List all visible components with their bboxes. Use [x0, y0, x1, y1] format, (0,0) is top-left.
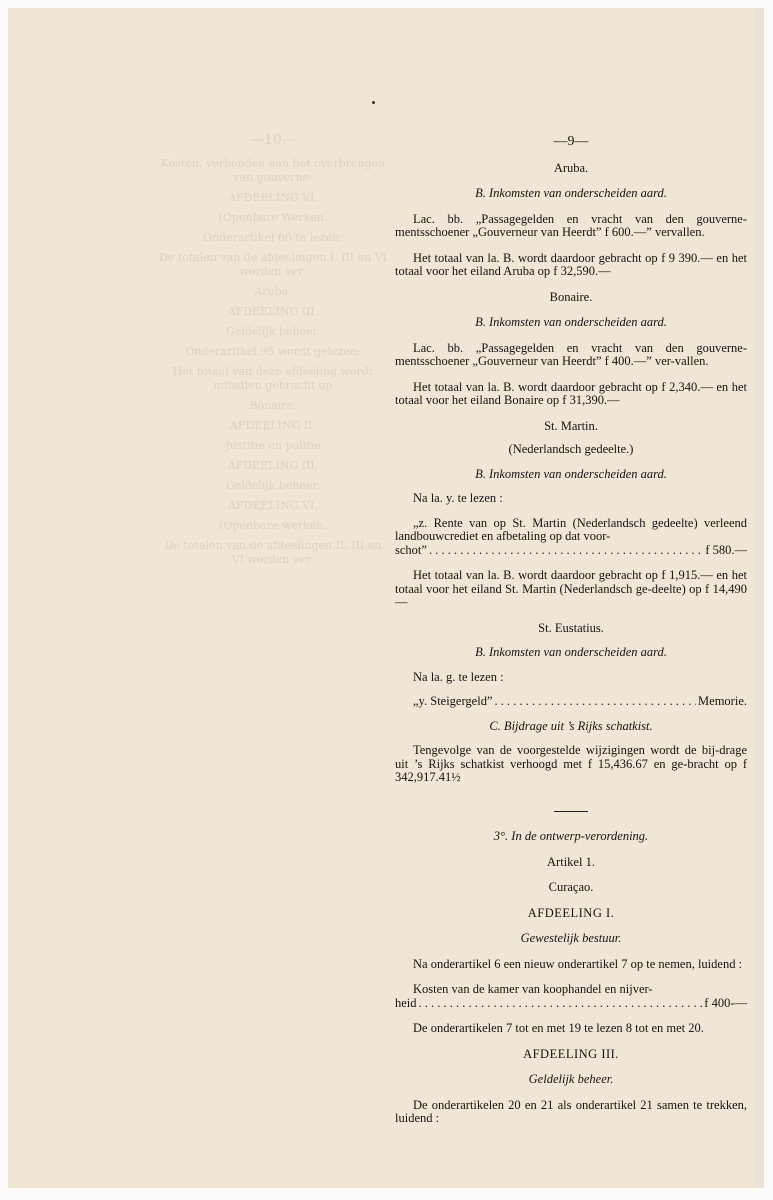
ghost-line: Onderartikel 60 te lezen:	[203, 231, 343, 244]
ghost-line: (Openbare werken.	[219, 519, 327, 532]
leader-dots	[419, 997, 703, 1011]
ghost-line: Geldelijk beheer.	[225, 479, 321, 492]
leader-dots	[495, 695, 697, 709]
document-page	[8, 8, 764, 1188]
ghost-line: De totalen van de afdeelingen II, III en VI worden ver-	[164, 539, 382, 566]
ghost-line: AFDEELING VI.	[228, 499, 318, 512]
ordinance-paragraph-2: De onderartikelen 7 tot en met 19 te lezen 8 tot en met 20.	[413, 1021, 704, 1035]
st-eustatius-read-line: Na la. g. te lezen :	[413, 669, 504, 684]
st-eustatius-item-leader	[395, 695, 747, 709]
bonaire-paragraph-1: Lac. bb. „Passagegelden en vracht van den gouverne-mentsschoener „Gouverneur van Heerdt” f 400.—” ver-vallen.	[395, 340, 747, 368]
ghost-line: AFDEELING VI.	[228, 191, 318, 204]
ordinance-heading: 3°. In de ontwerp-verordening.	[493, 829, 649, 843]
leader-dots	[429, 544, 703, 558]
ghost-line: Geldelijk beheer.	[225, 325, 321, 338]
ghost-line: Onderartikel 95 wordt gelezen:	[185, 345, 361, 358]
st-martin-section: B. Inkomsten van onderscheiden aard.	[475, 466, 667, 481]
aruba-paragraph-2: Het totaal van la. B. wordt daardoor gebracht op f 9 390.— en het totaal voor het eiland Aruba op f 32,590.—	[395, 250, 747, 278]
ghost-line: Kosten, verbonden aan het overbrengen van gouverne-	[160, 157, 386, 184]
st-eustatius-item-label: „y. Steigergeld”	[413, 694, 493, 708]
ordinance-place: Curaçao.	[548, 880, 594, 894]
page-number: —9—	[553, 134, 589, 149]
section-divider	[554, 811, 588, 813]
st-martin-item-leader	[395, 544, 747, 558]
ghost-line: AFDEELING III.	[227, 459, 319, 472]
ghost-line: Het totaal van deze afdeeling wordt mitsdien gebracht op	[172, 365, 374, 392]
st-martin-read-line: Na la. y. te lezen :	[413, 491, 503, 505]
st-martin-subtitle: (Nederlandsch gedeelte.)	[508, 442, 634, 456]
ghost-line: AFDEELING III.	[227, 305, 319, 318]
st-martin-item-last: schot”	[395, 542, 427, 557]
ordinance-paragraph-1: Na onderartikel 6 een nieuw onderartikel 7 op te nemen, luidend :	[413, 956, 743, 971]
division-1-subtitle: Gewestelijk bestuur.	[520, 931, 622, 945]
bleed-through-text	[158, 133, 388, 573]
aruba-paragraph-1: Lac. bb. „Passagegelden en vracht van den gouverne-mentsschoener „Gouverneur van Heerdt” f 600.—” vervallen.	[395, 211, 747, 239]
ghost-page-number: —10—	[250, 132, 296, 148]
bonaire-title: Bonaire.	[549, 289, 593, 304]
st-eustatius-item-value: Memorie.	[698, 694, 747, 708]
ordinance-cost-amount: f 400-—	[704, 995, 747, 1010]
aruba-section: B. Inkomsten van onderscheiden aard.	[475, 186, 667, 200]
st-eustatius-section-c: C. Bijdrage uit ’s Rijks schatkist.	[489, 718, 653, 733]
ghost-line: (Openbare Werken.	[218, 211, 328, 224]
st-martin-item-amount: f 580.—	[705, 542, 747, 557]
st-eustatius-section: B. Inkomsten van onderscheiden aard.	[475, 645, 667, 659]
bonaire-section: B. Inkomsten van onderscheiden aard.	[475, 315, 667, 329]
ordinance-article: Artikel 1.	[547, 854, 595, 869]
st-martin-item-text: „z. Rente van op St. Martin (Nederlandsch gedeelte) verleend landbouwcrediet en afbetaling op dat voor-	[395, 515, 747, 543]
division-1-title: AFDEELING I.	[527, 905, 615, 920]
ordinance-cost-last: heid	[395, 995, 417, 1010]
aruba-title: Aruba.	[553, 160, 589, 175]
ordinance-cost-text: Kosten van de kamer van koophandel en nijver-	[413, 982, 653, 996]
ink-dot	[372, 101, 375, 104]
st-eustatius-title: St. Eustatius.	[538, 620, 604, 635]
ordinance-cost-leader	[395, 997, 747, 1011]
ghost-line: AFDEELING II.	[229, 419, 317, 432]
text-column	[395, 135, 747, 1126]
division-3-subtitle: Geldelijk beheer.	[528, 1072, 614, 1086]
division-3-title: AFDEELING III.	[523, 1046, 619, 1061]
ghost-line: De totalen van de afdeelingen I, III en VI worden ver-	[158, 251, 388, 278]
st-martin-title: St. Martin.	[544, 418, 598, 433]
ordinance-paragraph-3: De onderartikelen 20 en 21 als onderartikel 21 samen te trekken, luidend :	[395, 1097, 747, 1125]
ghost-line: Justitie en politie	[225, 439, 321, 452]
st-eustatius-paragraph-1: Tengevolge van de voorgestelde wijzigingen wordt de bij-drage uit ’s Rijks schatkist verhoogd met f 15,436.67 en ge-bracht op f 342,917.41½	[395, 743, 747, 784]
bonaire-paragraph-2: Het totaal van la. B. wordt daardoor gebracht op f 2,340.— en het totaal voor het eiland Bonaire op f 31,390.—	[395, 379, 747, 407]
ghost-line: Bonaire.	[249, 399, 297, 412]
ghost-line: Aruba.	[254, 285, 292, 298]
st-martin-paragraph-2: Het totaal van la. B. wordt daardoor gebracht op f 1,915.— en het totaal voor het eiland St. Martin (Nederlandsch ge-deelte) op f 14,490 —	[395, 568, 747, 609]
